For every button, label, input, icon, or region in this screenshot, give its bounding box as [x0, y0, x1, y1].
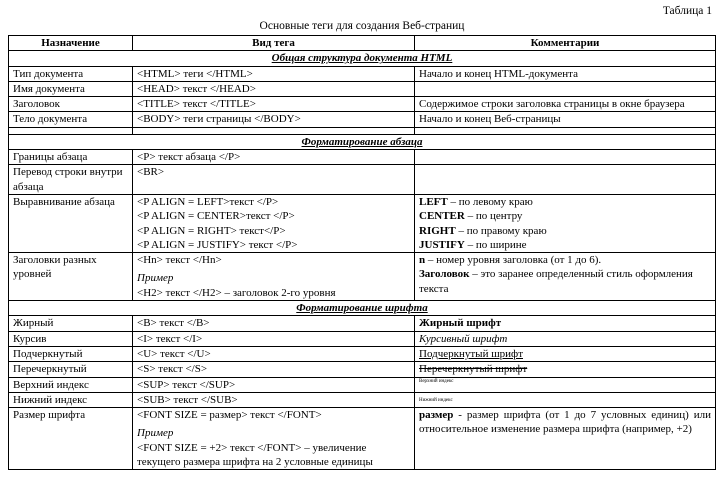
example-label: Пример — [137, 272, 174, 285]
table-row — [9, 97, 716, 112]
header-row — [9, 36, 716, 51]
table-row — [9, 112, 716, 127]
fontsize-example: <FONT SIZE = +2> текст </FONT> – увеличение текущего размера шрифта на 2 условные единицы — [137, 441, 373, 469]
spacer-cell — [415, 127, 716, 134]
fontsize-key: размер — [419, 409, 454, 422]
row-name: Нижний индекс — [9, 392, 133, 407]
align-key: CENTER — [419, 210, 465, 223]
row-comment — [415, 392, 716, 407]
align-desc: – по ширине — [464, 238, 527, 251]
table-caption: Основные теги для создания Веб-страниц — [259, 20, 465, 32]
align-desc: – по левому краю — [447, 195, 533, 208]
row-comment — [415, 377, 716, 392]
row-tag — [133, 194, 415, 252]
row-tag: <P> текст абзаца </P> — [133, 150, 415, 165]
row-name: Заголовок — [9, 97, 133, 112]
table-row — [9, 165, 716, 195]
spacer-cell — [9, 127, 133, 134]
row-name: Размер шрифта — [9, 408, 133, 470]
align-desc: – по правому краю — [455, 224, 547, 237]
table-row — [9, 392, 716, 407]
hn-text-n: – номер уровня заголовка (от 1 до 6). — [425, 254, 602, 267]
html-tags-table — [8, 35, 716, 470]
table-row — [9, 346, 716, 361]
spacer-row — [9, 127, 716, 134]
hn-tag: <Hn> текст </Hn> — [137, 254, 222, 267]
header-tag-form: Вид тега — [133, 36, 415, 51]
header-comments: Комментарии — [415, 36, 716, 51]
row-tag: <I> текст </I> — [133, 331, 415, 346]
align-tag-center: <P ALIGN = CENTER>текст </P> — [137, 210, 295, 223]
row-tag: <TITLE> текст </TITLE> — [133, 97, 415, 112]
align-key: RIGHT — [419, 224, 456, 237]
row-name: Заголовки разных уровней — [9, 253, 133, 301]
row-comment — [415, 150, 716, 165]
sub-sample: Нижний индекс — [419, 397, 453, 403]
table-row — [9, 408, 716, 470]
hn-comment-heading — [419, 267, 711, 296]
row-name: Перевод строки внутри абзаца — [9, 165, 133, 195]
row-tag: <HEAD> текст </HEAD> — [133, 81, 415, 96]
example-label: Пример — [137, 427, 174, 440]
header-purpose: Назначение — [9, 36, 133, 51]
spacer-cell — [133, 127, 415, 134]
align-tag-left: <P ALIGN = LEFT>текст </P> — [137, 195, 279, 208]
table-row — [9, 331, 716, 346]
align-key: JUSTIFY — [419, 238, 465, 251]
section-document-structure: Общая структура документа HTML — [9, 51, 716, 66]
row-comment: Перечеркнутый шрифт — [415, 362, 716, 377]
section-font-formatting: Форматирование шрифта — [9, 301, 716, 316]
row-comment — [415, 253, 716, 301]
fontsize-text: - размер шрифта (от 1 до 7 условных единиц) или относительное изменение размера шрифта (например, +2) — [419, 409, 711, 436]
row-name: Перечеркнутый — [9, 362, 133, 377]
section-row — [9, 51, 716, 66]
row-name: Подчеркнутый — [9, 346, 133, 361]
table-row — [9, 362, 716, 377]
row-comment — [415, 81, 716, 96]
section-row — [9, 301, 716, 316]
row-tag — [133, 253, 415, 301]
table-row — [9, 377, 716, 392]
row-comment — [415, 165, 716, 195]
row-name: Выравнивание абзаца — [9, 194, 133, 252]
row-comment: Подчеркнутый шрифт — [415, 346, 716, 361]
align-desc-right — [419, 224, 711, 238]
hn-example: <H2> текст </H2> – заголовок 2-го уровня — [137, 286, 336, 299]
row-tag: <BR> — [133, 165, 415, 195]
align-desc-left — [419, 195, 711, 209]
row-comment — [415, 408, 716, 470]
row-tag: <B> текст </B> — [133, 316, 415, 331]
row-tag: <SUB> текст </SUB> — [133, 392, 415, 407]
row-comment: Начало и конец Веб-страницы — [415, 112, 716, 127]
row-comment: Жирный шрифт — [415, 316, 716, 331]
row-tag — [133, 408, 415, 470]
hn-key-heading: Заголовок — [419, 268, 470, 281]
table-number: Таблица 1 — [662, 5, 712, 17]
align-tag-justify: <P ALIGN = JUSTIFY> текст </P> — [137, 238, 298, 251]
section-row — [9, 134, 716, 149]
align-desc: – по центру — [464, 210, 523, 223]
row-tag: <SUP> текст </SUP> — [133, 377, 415, 392]
row-name: Жирный — [9, 316, 133, 331]
fontsize-tag: <FONT SIZE = размер> текст </FONT> — [137, 409, 322, 422]
row-tag: <S> текст </S> — [133, 362, 415, 377]
table-row — [9, 316, 716, 331]
row-name: Курсив — [9, 331, 133, 346]
align-desc-justify — [419, 238, 711, 252]
row-name: Тип документа — [9, 66, 133, 81]
row-comment: Содержимое строки заголовка страницы в окне браузера — [415, 97, 716, 112]
row-tag: <U> текст </U> — [133, 346, 415, 361]
row-tag: <BODY> теги страницы </BODY> — [133, 112, 415, 127]
table-row — [9, 66, 716, 81]
sup-sample: Верхний индекс — [419, 378, 454, 384]
row-name: Границы абзаца — [9, 150, 133, 165]
hn-text-heading: – это заранее определенный стиль оформления текста — [419, 268, 693, 295]
row-name: Тело документа — [9, 112, 133, 127]
hn-comment-n — [419, 253, 711, 267]
hn-key-n: n — [419, 254, 426, 267]
row-comment: Курсивный шрифт — [415, 331, 716, 346]
align-tag-right: <P ALIGN = RIGHT> текст</P> — [137, 224, 286, 237]
row-comment: Начало и конец HTML-документа — [415, 66, 716, 81]
section-paragraph-formatting: Форматирование абзаца — [9, 134, 716, 149]
table-row — [9, 81, 716, 96]
align-desc-center — [419, 209, 711, 223]
row-name: Верхний индекс — [9, 377, 133, 392]
row-name: Имя документа — [9, 81, 133, 96]
row-comment — [415, 194, 716, 252]
row-tag: <HTML> теги </HTML> — [133, 66, 415, 81]
table-row — [9, 253, 716, 301]
align-key: LEFT — [419, 195, 448, 208]
table-row — [9, 150, 716, 165]
table-row — [9, 194, 716, 252]
